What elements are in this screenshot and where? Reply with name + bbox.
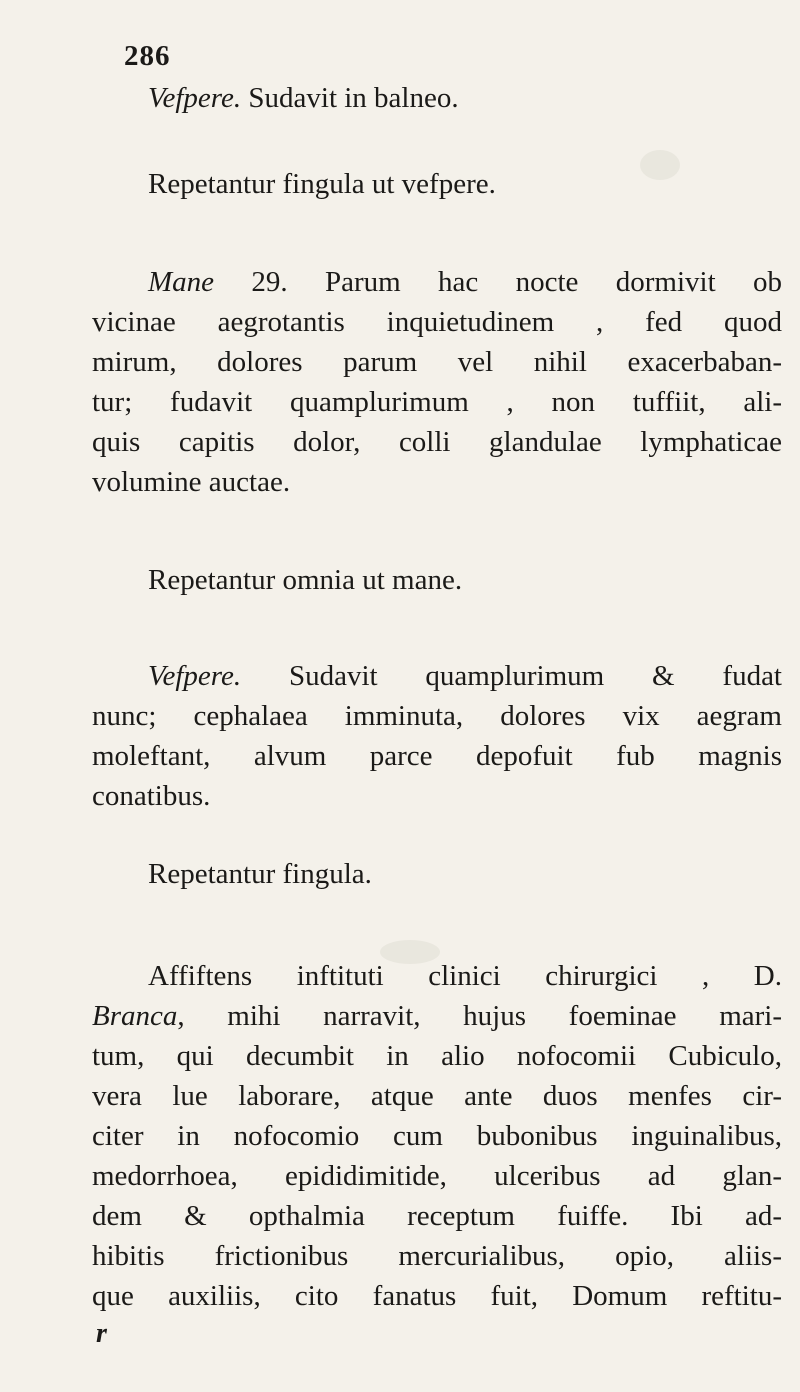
entry-repetantur-2 — [92, 560, 782, 600]
text-line: volumine auctae. — [92, 466, 291, 498]
line-text: , mihi narravit, hujus foeminae mari- — [177, 1000, 782, 1032]
entry-assistens — [92, 956, 782, 1316]
text-line: citer in nofocomio cum bubonibus inguinalibus, — [92, 1120, 782, 1152]
entry-lead: Vefpere. — [148, 660, 242, 692]
entry-lead: Vefpere. — [148, 82, 242, 114]
line-text: Sudavit quamplurimum & fudat — [241, 660, 782, 692]
text-line: conatibus. — [92, 780, 211, 812]
text-line: tum, qui decumbit in alio nofocomii Cubiculo, — [92, 1040, 782, 1072]
page-number: 286 — [124, 40, 171, 72]
text-line: nunc; cephalaea imminuta, dolores vix aegram — [92, 700, 782, 732]
signature-mark: r — [96, 1318, 107, 1349]
text-line: Repetantur fingula ut vefpere. — [148, 168, 496, 200]
text-line: hibitis frictionibus mercurialibus, opio, aliis- — [92, 1240, 782, 1272]
text-line: tur; fudavit quamplurimum , non tuffiit, ali- — [92, 386, 782, 418]
text-line — [92, 996, 782, 1036]
entry-repetantur-3 — [92, 854, 782, 894]
line-text: 29. Parum hac nocte dormivit ob — [214, 266, 782, 298]
text-line: vicinae aegrotantis inquietudinem , fed quod — [92, 306, 782, 338]
entry-lead: Branca — [92, 1000, 178, 1032]
text-line: que auxiliis, cito fanatus fuit, Domum reftitu- — [92, 1280, 782, 1312]
text-line: vera lue laborare, atque ante duos menfes cir- — [92, 1080, 782, 1112]
line-text: Sudavit in balneo. — [241, 82, 459, 114]
entry-lead: Mane — [148, 266, 215, 298]
text-line: mirum, dolores parum vel nihil exacerbaban- — [92, 346, 782, 378]
text-line — [92, 656, 782, 696]
text-line: medorrhoea, epididimitide, ulceribus ad glan- — [92, 1160, 782, 1192]
entry-repetantur-1 — [92, 164, 782, 204]
text-line: Repetantur omnia ut mane. — [148, 564, 463, 596]
text-line: dem & opthalmia receptum fuiffe. Ibi ad- — [92, 1200, 782, 1232]
text-line: moleftant, alvum parce depofuit fub magnis — [92, 740, 782, 772]
text-line: Affiftens inftituti clinici chirurgici , D. — [148, 960, 782, 992]
entry-vespere-2 — [92, 656, 782, 816]
entry-vespere-1 — [92, 78, 782, 118]
entry-mane-29 — [92, 262, 782, 502]
text-line: quis capitis dolor, colli glandulae lymphaticae — [92, 426, 782, 458]
text-line — [92, 78, 782, 118]
text-line — [92, 262, 782, 302]
text-line: Repetantur fingula. — [148, 858, 372, 890]
